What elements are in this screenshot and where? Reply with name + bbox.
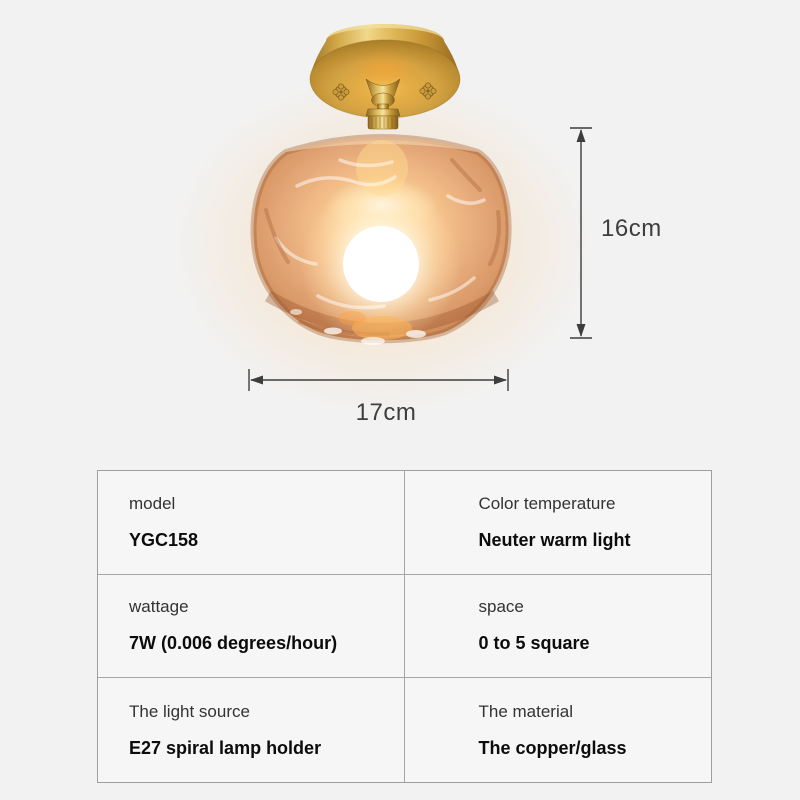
width-dimension-label: 17cm bbox=[355, 399, 417, 426]
spec-label-material: The material bbox=[478, 701, 573, 721]
spec-value-light-source: E27 spiral lamp holder bbox=[129, 737, 322, 758]
spec-label-model: model bbox=[129, 493, 176, 513]
spec-cell-color-temperature bbox=[405, 471, 712, 575]
lamp-glass-shade bbox=[254, 137, 509, 345]
spec-table bbox=[97, 470, 712, 783]
spec-cell-model bbox=[98, 471, 405, 575]
spec-value-material: The copper/glass bbox=[478, 737, 627, 758]
spec-cell-wattage bbox=[98, 575, 405, 679]
spec-value-wattage: 7W (0.006 degrees/hour) bbox=[129, 633, 338, 654]
spec-cell-light-source bbox=[98, 678, 405, 782]
spec-cell-material bbox=[405, 678, 712, 782]
spec-label-wattage: wattage bbox=[129, 597, 189, 617]
spec-label-color-temperature: Color temperature bbox=[478, 493, 616, 513]
spec-value-model: YGC158 bbox=[129, 529, 199, 550]
height-dimension-label: 16cm bbox=[601, 215, 662, 242]
spec-value-space: 0 to 5 square bbox=[478, 633, 590, 654]
spec-label-light-source: The light source bbox=[129, 701, 250, 721]
bulb-globe bbox=[343, 226, 419, 302]
spec-label-space: space bbox=[478, 597, 524, 617]
spec-value-color-temperature: Neuter warm light bbox=[478, 529, 631, 550]
spec-cell-space bbox=[405, 575, 712, 679]
